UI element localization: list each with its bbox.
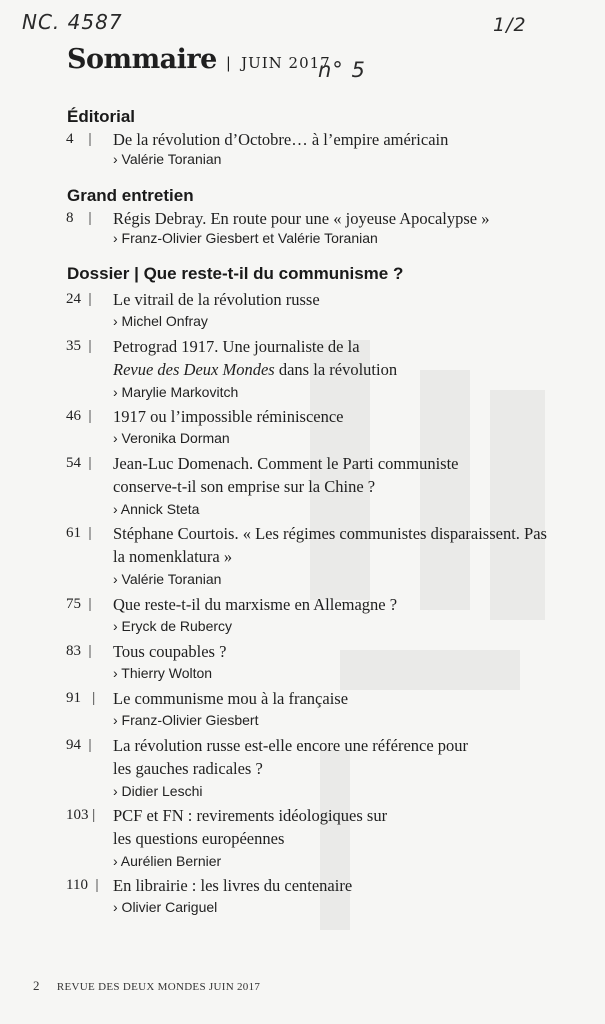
entry-author: › Annick Steta [113, 501, 200, 517]
entry-author: › Marylie Markovitch [113, 384, 239, 400]
entry-author: › Didier Leschi [113, 783, 203, 799]
entry-page: 94 | [66, 737, 92, 753]
entry-page: 91 | [66, 690, 96, 706]
footer-journal: REVUE DES DEUX MONDES JUIN 2017 [56, 981, 261, 993]
entry-page: 35 | [66, 338, 92, 354]
page-title: Sommaire [67, 44, 217, 75]
page-header [67, 44, 331, 75]
entry-page: 46 | [66, 408, 92, 424]
entry-title-italic: Revue des Deux Mondes [113, 360, 275, 379]
entry-title: Jean-Luc Domenach. Comment le Parti communiste conserve-t-il son emprise sur la Chine ? [113, 454, 459, 496]
entry-title: 1917 ou l’impossible réminiscence [113, 407, 344, 426]
entry-title: Régis Debray. En route pour une « joyeuse Apocalypse » [113, 209, 490, 228]
entry-page: 4 | [66, 131, 92, 147]
entry-page: 61 | [66, 525, 92, 541]
page-footer [33, 978, 260, 994]
header-separator: | [225, 54, 232, 72]
entry-title: Que reste-t-il du marxisme en Allemagne ? [113, 595, 398, 614]
entry-page: 103 | [66, 807, 96, 823]
section-grand-entretien: Grand entretien [67, 186, 194, 205]
entry-author: › Aurélien Bernier [113, 853, 222, 869]
section-dossier: Dossier | Que reste-t-il du communisme ? [67, 264, 404, 283]
entry-title: Le communisme mou à la française [113, 689, 349, 708]
entry-page: 75 | [66, 596, 92, 612]
handwritten-issue-number: n° 5 [318, 58, 366, 82]
entry-author: › Valérie Toranian [113, 151, 222, 167]
issue-date: JUIN 2017 [241, 54, 331, 72]
entry-title: Le vitrail de la révolution russe [113, 290, 320, 309]
entry-title: Petrograd 1917. Une journaliste de la Revue des Deux Mondes dans la révolution [113, 337, 398, 379]
handwritten-catalog-number: NC. 4587 [22, 10, 123, 34]
entry-title: Tous coupables ? [113, 642, 227, 661]
entry-page: 54 | [66, 455, 92, 471]
entry-page: 110 | [66, 877, 99, 893]
entry-author: › Thierry Wolton [113, 665, 213, 681]
entry-author: › Eryck de Rubercy [113, 618, 233, 634]
entry-author: › Franz-Olivier Giesbert [113, 712, 259, 728]
footer-page-number: 2 [33, 978, 40, 993]
entry-page: 8 | [66, 210, 92, 226]
entry-author: › Franz-Olivier Giesbert et Valérie Toranian [113, 230, 378, 246]
entry-author: › Michel Onfray [113, 313, 208, 329]
entry-author: › Olivier Cariguel [113, 899, 218, 915]
entry-author: › Veronika Dorman [113, 430, 230, 446]
entry-title: La révolution russe est-elle encore une référence pour les gauches radicales ? [113, 736, 469, 778]
entry-page: 24 | [66, 291, 92, 307]
entry-author: › Valérie Toranian [113, 571, 222, 587]
entry-page: 83 | [66, 643, 92, 659]
entry-title: De la révolution d’Octobre… à l’empire américain [113, 130, 449, 149]
section-editorial: Éditorial [67, 107, 136, 126]
entry-title: PCF et FN : revirements idéologiques sur les questions européennes [113, 806, 388, 848]
entry-title: Stéphane Courtois. « Les régimes communistes disparaissent. Pas la nomenklatura » [113, 524, 547, 566]
entry-title: En librairie : les livres du centenaire [113, 876, 353, 895]
handwritten-part-number: 1/2 [493, 14, 527, 36]
